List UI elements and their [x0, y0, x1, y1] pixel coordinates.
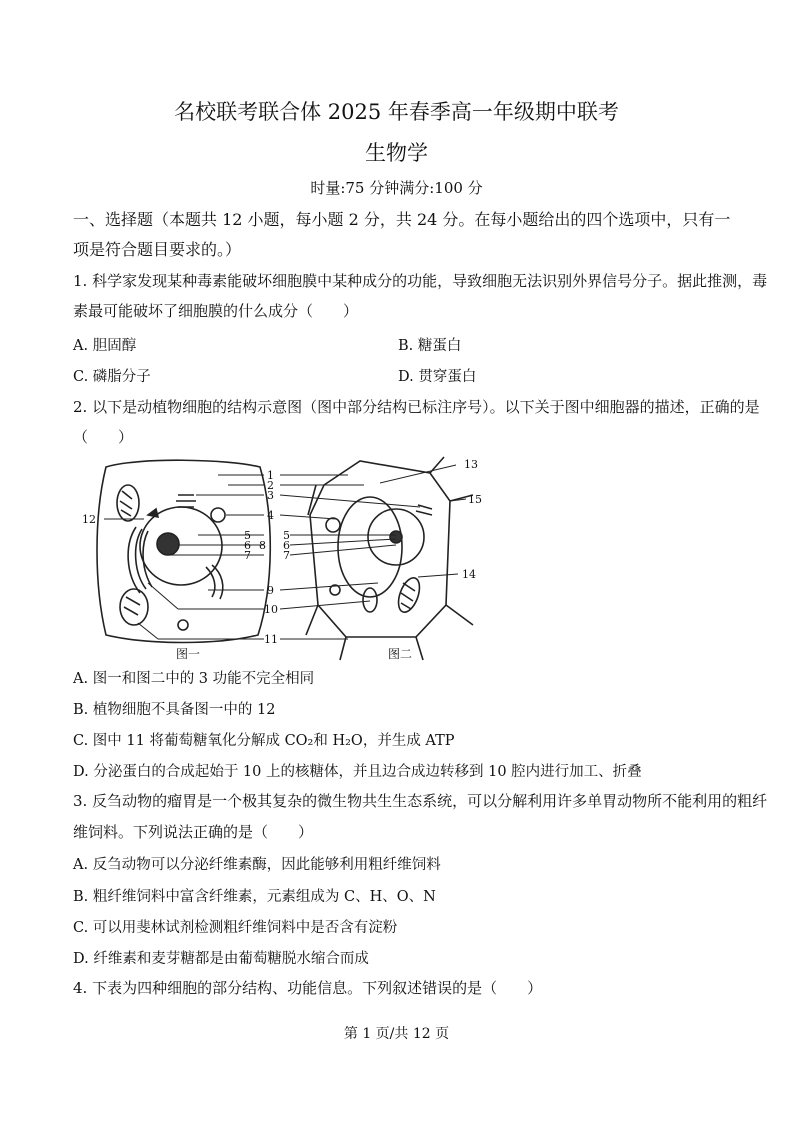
figure-label-5b: 5: [283, 529, 290, 542]
figure-label-1: 1: [267, 469, 274, 482]
subject-title: 生物学: [365, 141, 428, 165]
figure-label-12: 12: [82, 513, 96, 526]
q2-option-a: A. 图一和图二中的 3 功能不完全相同: [73, 671, 315, 687]
q3-stem-line1: 3. 反刍动物的瘤胃是一个极其复杂的微生物共生生态系统，可以分解利用许多单胃动物所不能利用的粗纤: [73, 792, 768, 810]
figure-label-13: 13: [464, 458, 478, 471]
q3-option-a: A. 反刍动物可以分泌纤维素酶，因此能够利用粗纤维饲料: [73, 857, 441, 873]
q2-stem-line1: 2. 以下是动植物细胞的结构示意图（图中部分结构已标注序号）。以下关于图中细胞器的描述，正确的是: [73, 398, 760, 416]
q1-option-c: C. 磷脂分子: [73, 369, 151, 385]
figure-label-8: 8: [259, 539, 266, 552]
figure-label-11: 11: [264, 633, 278, 646]
exam-title: 名校联考联合体 2025 年春季高一年级期中联考: [174, 100, 619, 124]
figure-label-7a: 7: [244, 549, 251, 562]
cell-structure-figure: [78, 455, 498, 665]
q1-option-d: D. 贯穿蛋白: [398, 369, 477, 385]
figure-caption-1: 图一: [176, 647, 201, 661]
q4-stem-line1: 4. 下表为四种细胞的部分结构、功能信息。下列叙述错误的是（ ）: [73, 979, 543, 997]
q2-stem-line2: （ ）: [73, 428, 134, 446]
q1-option-a: A. 胆固醇: [73, 338, 137, 354]
figure-label-10: 10: [264, 603, 278, 616]
figure-label-4: 4: [267, 509, 274, 522]
exam-meta: 时量:75 分钟满分:100 分: [310, 179, 483, 197]
figure-caption-2: 图二: [388, 647, 413, 661]
figure-label-7b: 7: [283, 549, 290, 562]
q2-option-c: C. 图中 11 将葡萄糖氧化分解成 CO₂和 H₂O，并生成 ATP: [73, 733, 455, 749]
q1-stem-line2: 素最可能破坏了细胞膜的什么成分（ ）: [73, 302, 359, 320]
figure-label-2: 2: [267, 479, 274, 492]
figure-label-15: 15: [468, 493, 482, 506]
q1-option-b: B. 糖蛋白: [398, 338, 462, 354]
figure-label-5a: 5: [244, 529, 251, 542]
page-footer: 第 1 页/共 12 页: [343, 1026, 450, 1042]
figure-label-6a: 6: [244, 539, 251, 552]
q1-stem-line1: 1. 科学家发现某种毒素能破坏细胞膜中某种成分的功能，导致细胞无法识别外界信号分子。据此推测，毒: [73, 272, 768, 290]
q3-stem-line2: 维饲料。下列说法正确的是（ ）: [73, 823, 314, 841]
q3-option-c: C. 可以用斐林试剂检测粗纤维饲料中是否含有淀粉: [73, 920, 398, 936]
q3-option-d: D. 纤维素和麦芽糖都是由葡萄糖脱水缩合而成: [73, 951, 369, 967]
q2-option-b: B. 植物细胞不具备图一中的 12: [73, 702, 276, 718]
figure-label-9: 9: [267, 584, 274, 597]
figure-label-6b: 6: [283, 539, 290, 552]
figure-label-14: 14: [462, 568, 476, 581]
q2-option-d: D. 分泌蛋白的合成起始于 10 上的核糖体，并且边合成边转移到 10 腔内进行加工、折叠: [73, 764, 642, 780]
q3-option-b: B. 粗纤维饲料中富含纤维素，元素组成为 C、H、O、N: [73, 889, 436, 905]
figure-label-3: 3: [267, 489, 274, 502]
section-heading-line2: 项是符合题目要求的。）: [73, 240, 242, 259]
section-heading-line1: 一、选择题（本题共 12 小题，每小题 2 分，共 24 分。在每小题给出的四个选项中，只有一: [73, 210, 731, 229]
